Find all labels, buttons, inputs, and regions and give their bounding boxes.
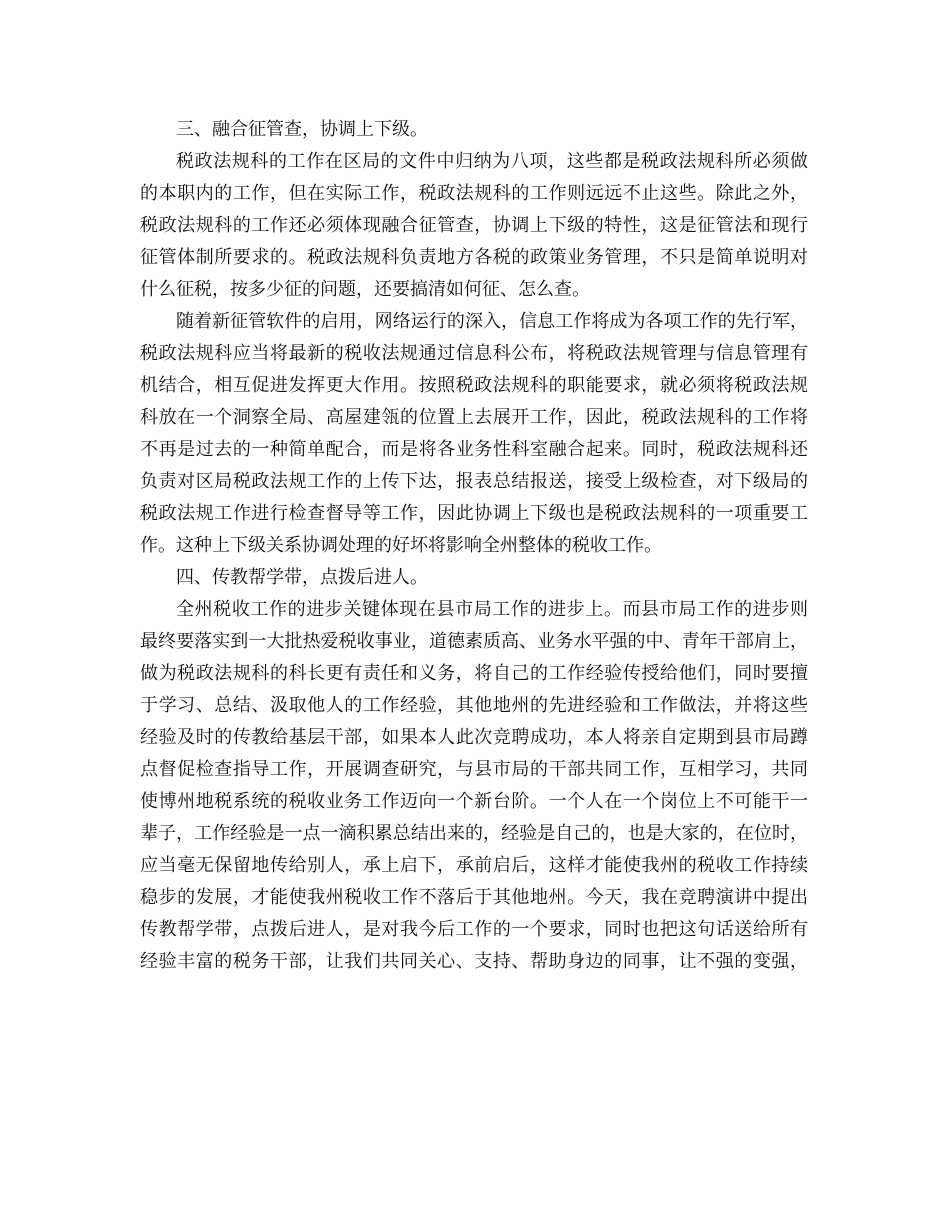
text-line: 征管体制所要求的。税政法规科负责地方各税的政策业务管理，不只是简单说明对 (140, 247, 808, 268)
paragraph-information (140, 306, 808, 562)
text-line: 机结合，相互促进发挥更大作用。按照税政法规科的职能要求，就必须将税政法规 (140, 375, 808, 396)
paragraph-mentoring (140, 594, 808, 978)
text-line: 最终要落实到一大批热爱税收事业，道德素质高、业务水平强的中、青年干部肩上， (140, 631, 808, 652)
text-line: 负责对区局税政法规工作的上传下达，报表总结报送，接受上级检查，对下级局的 (140, 471, 808, 492)
document-body (140, 114, 808, 978)
text-line: 点督促检查指导工作，开展调查研究，与县市局的干部共同工作，互相学习，共同 (140, 759, 808, 780)
section-heading-three (140, 114, 808, 146)
text-line: 四、传教帮学带，点拨后进人。 (176, 567, 428, 588)
text-line: 作。这种上下级关系协调处理的好坏将影响全州整体的税收工作。 (140, 535, 662, 556)
text-line: 于学习、总结、汲取他人的工作经验，其他地州的先进经验和工作做法，并将这些 (140, 695, 808, 716)
text-line: 全州税收工作的进步关键体现在县市局工作的进步上。而县市局工作的进步则 (176, 599, 808, 620)
text-line: 做为税政法规科的科长更有责任和义务，将自己的工作经验传授给他们，同时要擅 (140, 663, 808, 684)
text-line: 稳步的发展，才能使我州税收工作不落后于其他地州。今天，我在竞聘演讲中提出 (140, 887, 808, 908)
text-line: 三、融合征管查，协调上下级。 (176, 119, 428, 140)
text-line: 科放在一个洞察全局、高屋建瓴的位置上去展开工作，因此，税政法规科的工作将 (140, 407, 808, 428)
text-line: 经验丰富的税务干部，让我们共同关心、支持、帮助身边的同事，让不强的变强， (140, 951, 808, 972)
text-line: 税政法规工作进行检查督导等工作，因此协调上下级也是税政法规科的一项重要工 (140, 503, 808, 524)
text-line: 税政法规科的工作还必须体现融合征管查，协调上下级的特性，这是征管法和现行 (140, 215, 808, 236)
text-line: 税政法规科的工作在区局的文件中归纳为八项，这些都是税政法规科所必须做 (176, 151, 808, 172)
text-line: 随着新征管软件的启用，网络运行的深入，信息工作将成为各项工作的先行军， (176, 311, 808, 332)
text-line: 传教帮学带，点拨后进人，是对我今后工作的一个要求，同时也把这句话送给所有 (140, 919, 808, 940)
text-line: 辈子，工作经验是一点一滴积累总结出来的，经验是自己的，也是大家的，在位时， (140, 823, 808, 844)
text-line: 经验及时的传教给基层干部，如果本人此次竞聘成功，本人将亲自定期到县市局蹲 (140, 727, 808, 748)
text-line: 什么征税，按多少征的问题，还要搞清如何征、怎么查。 (140, 279, 590, 300)
text-line: 不再是过去的一种简单配合，而是将各业务性科室融合起来。同时，税政法规科还 (140, 439, 808, 460)
paragraph-duties (140, 146, 808, 306)
text-line: 应当毫无保留地传给别人，承上启下，承前启后，这样才能使我州的税收工作持续 (140, 855, 808, 876)
text-line: 的本职内的工作，但在实际工作，税政法规科的工作则远远不止这些。除此之外， (140, 183, 808, 204)
text-line: 税政法规科应当将最新的税收法规通过信息科公布，将税政法规管理与信息管理有 (140, 343, 808, 364)
section-heading-four (140, 562, 808, 594)
text-line: 使博州地税系统的税收业务工作迈向一个新台阶。一个人在一个岗位上不可能干一 (140, 791, 808, 812)
